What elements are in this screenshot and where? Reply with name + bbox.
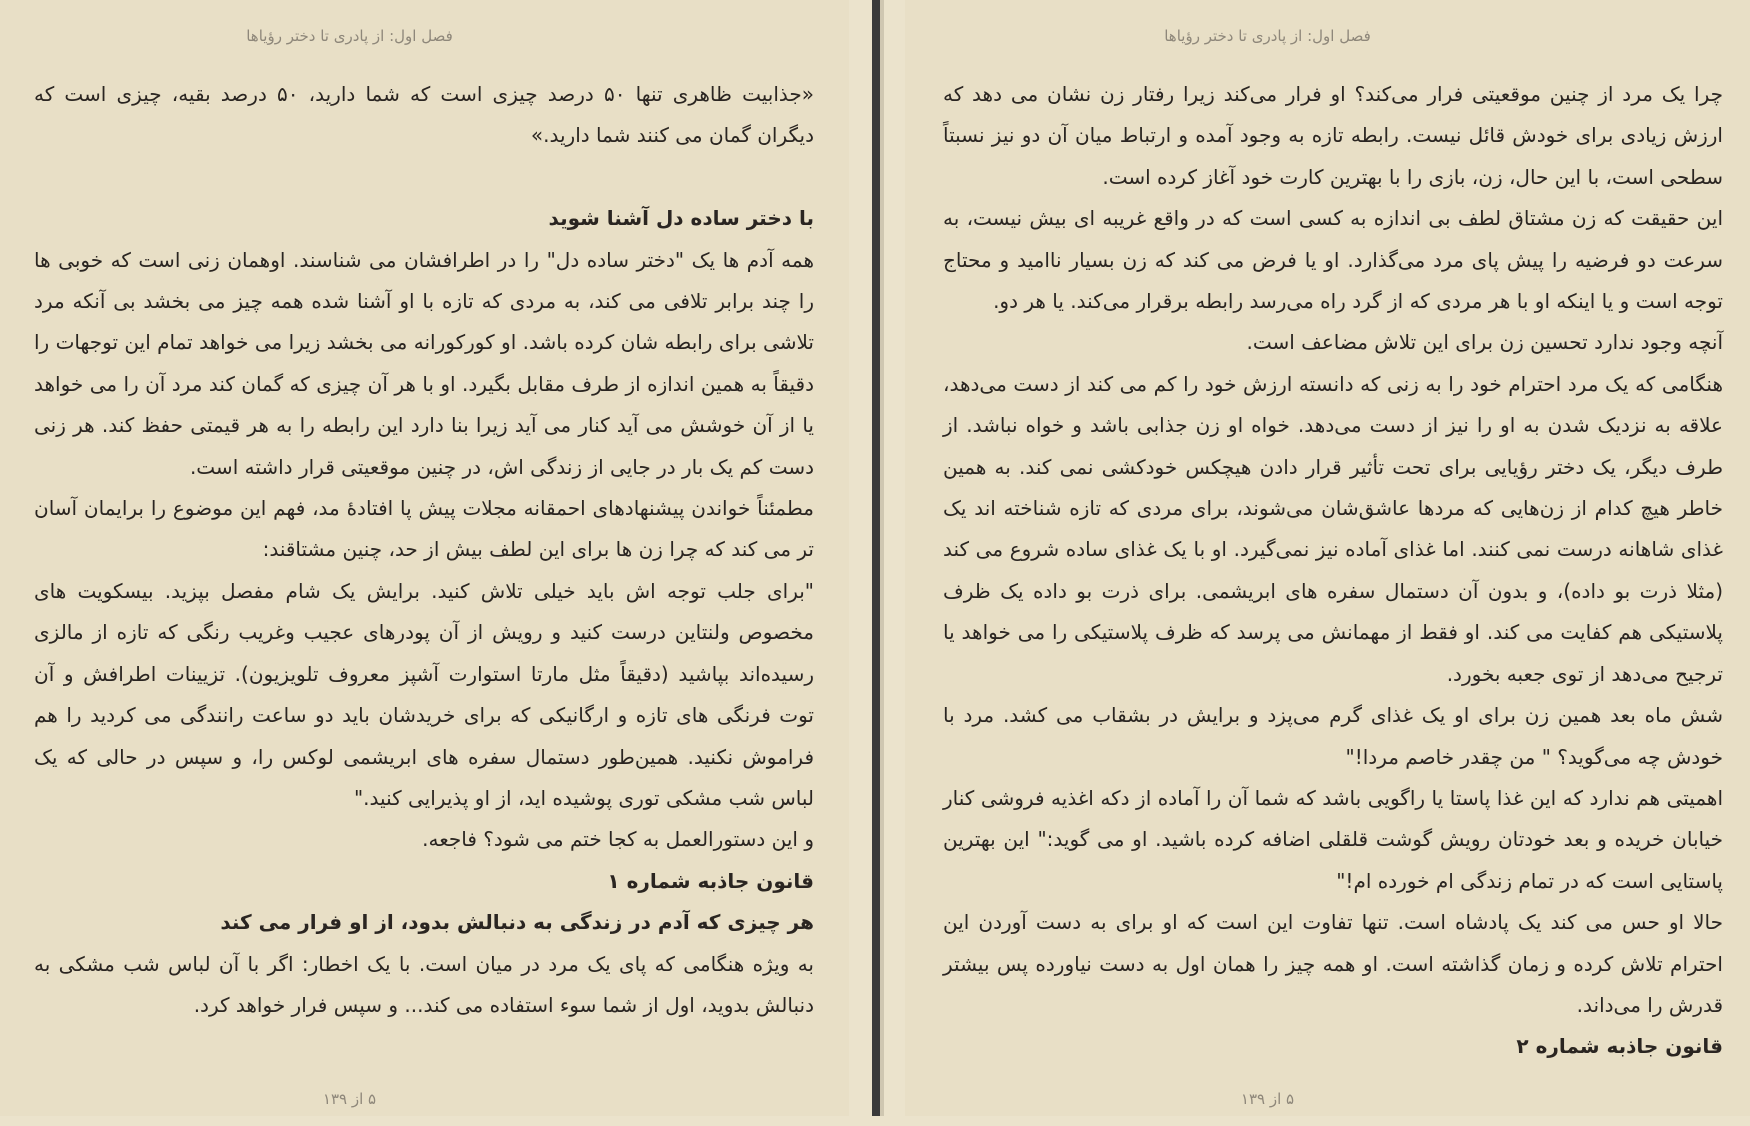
- body-paragraph: به ویژه هنگامی که پای یک مرد در میان است. با یک اخطار: اگر با آن لباس شب مشکی به دنبالش بدوید، اول از شما سوء استفاده می کند... و سپس فرار خواهد کرد.: [34, 951, 814, 1017]
- right-page-text: [943, 74, 1723, 1068]
- epigraph-author: [34, 157, 849, 198]
- body-paragraph: حالا او حس می کند یک پادشاه است. تنها تفاوت این است که او برای به دست آوردن این احترام تلاش کرده و زمان گذاشته است. او همه چیز را همان اول به دست نیاورده پس بیشتر قدرش را می‌داند.: [943, 910, 1723, 1017]
- right-page: [905, 0, 1750, 1126]
- law-statement: هر چیزی که آدم در زندگی به دنبالش بدود، از او فرار می کند: [220, 910, 814, 935]
- spine-shadow: [880, 0, 884, 1126]
- body-paragraph: اهمیتی هم ندارد که این غذا پاستا یا راگویی باشد که شما آن را آماده از دکه اغذیه فروشی کنار خیابان خریده و بعد خودتان رویش گوشت قلقلی اضافه کرده باشید. او می گوید:" این بهترین پاستایی است که در تمام زندگی ام خورده ام!": [943, 785, 1723, 893]
- body-paragraph: "برای جلب توجه اش باید خیلی تلاش کنید. برایش یک شام مفصل بپزید. بیسکویت های مخصوص ولنتاین درست کنید و رویش از آن پودرهای عجیب وغریب رنگی که تازه از مالزی رسیده‌اند بپاشید (دقیقاً مثل مارتا استوارت آشپز معروف تلویزیون). تزیینات اطرافش و آن توت فرنگی های تازه و ارگانیکی که برای خریدشان باید دو ساعت رانندگی می کردید را هم فراموش نکنید. همین‌طور دستمال سفره های ابریشمی لوکس را، و سپس در حالی که یک لباس شب مشکی توری پوشیده اید، از او پذیرایی کنید.": [34, 578, 814, 810]
- left-page-text: [34, 74, 814, 1026]
- bottom-band: [0, 1116, 1750, 1126]
- epigraph-quote: «جذابیت ظاهری تنها ۵۰ درصد چیزی است که شما دارید، ۵۰ درصد بقیه، چیزی است که دیگران گمان می کنند شما دارید.»: [34, 82, 814, 148]
- running-head-left: فصل اول: از پادری تا دختر رؤیاها: [246, 27, 453, 45]
- body-paragraph: چرا یک مرد از چنین موقعیتی فرار می‌کند؟ او فرار می‌کند زیرا رفتار زن نشان می دهد که ارزش زیادی برای خودش قائل نیست. رابطه تازه به وجود آمده و ارتباط میان آن دو نیز نسبتاً سطحی است، با این حال، زن، بازی را با بهترین کارت خود آغاز کرده است.: [943, 82, 1723, 189]
- body-paragraph: مطمئناً خواندن پیشنهادهای احمقانه مجلات پیش پا افتادهٔ مد، فهم این موضوع را برایمان آسان تر می کند که چرا زن ها برای این لطف بیش از حد، چنین مشتاقند:: [34, 496, 814, 562]
- body-paragraph: این حقیقت که زن مشتاق لطف بی اندازه به کسی است که در واقع غریبه ای بیش نیست، به سرعت دو فرضیه را پیش پای مرد می‌گذارد. او یا فرض می کند که زن بسیار ناامید و محتاج توجه است و یا اینکه او با هر مردی که از گرد راه می‌رسد رابطه برقرار می‌کند. یا هر دو.: [943, 206, 1723, 314]
- left-page: [0, 0, 849, 1126]
- page-number-left: ۵ از ۱۳۹: [322, 1090, 377, 1108]
- page-number-right: ۵ از ۱۳۹: [1240, 1090, 1295, 1108]
- body-paragraph: آنچه وجود ندارد تحسین زن برای این تلاش مضاعف است.: [1246, 330, 1723, 355]
- body-paragraph: هنگامی که یک مرد احترام خود را به زنی که دانسته ارزش خود را کم می کند از دست می‌دهد، علاقه به نزدیک شدن به او را نیز از دست می‌دهد. خواه او زن جذابی باشد و خواه نباشد. از طرف دیگر، یک دختر رؤیایی برای تحت تأثیر قرار دادن هیچکس خودکشی نمی کند. به همین خاطر هیچ کدام از زن‌هایی که مردها عاشق‌شان می‌شوند، برای مردی که تازه شناخته اند یک غذای شاهانه درست نمی کنند. اما غذای آماده نیز نمی‌گیرد. او با یک غذای ساده شروع می کند (مثلا ذرت بو داده)، و بدون آن دستمال سفره های ابریشمی. برای ذرت بو داده یک ظرف پلاستیکی هم کفایت می کند. او فقط از مهمانش می پرسد که ظرف پلاستیکی را می خواهد یا ترجیح می‌دهد از توی جعبه بخورد.: [943, 371, 1723, 686]
- law-heading: قانون جاذبه شماره ۲: [1516, 1034, 1723, 1059]
- body-paragraph: شش ماه بعد همین زن برای او یک غذای گرم می‌پزد و برایش در بشقاب می کشد. مرد با خودش چه می‌گوید؟ " من چقدر خاصم مردا!": [943, 703, 1723, 769]
- book-spine: [849, 0, 905, 1126]
- spine-line: [872, 0, 880, 1126]
- body-paragraph: و این دستورالعمل به کجا ختم می شود؟ فاجعه.: [422, 827, 814, 852]
- section-heading: با دختر ساده دل آشنا شوید: [548, 206, 814, 231]
- running-head-right: فصل اول: از پادری تا دختر رؤیاها: [1164, 27, 1371, 45]
- law-heading: قانون جاذبه شماره ۱: [607, 868, 814, 893]
- body-paragraph: همه آدم ها یک "دختر ساده دل" را در اطرافشان می شناسند. اوهمان زنی است که خوبی ها را چند برابر تلافی می کند، به مردی که تازه با او آشنا شده همه چیز می بخشد بی آنکه مرد تلاشی برای رابطه شان کرده باشد. او کورکورانه می بخشد زیرا می خواهد تمام این توجهات را دقیقاً به همین اندازه از طرف مقابل بگیرد. او با هر آن چیزی که گمان کند مرد آن را می خواهد یا از آن خوشش می آید کنار می آید زیرا بنا دارد این رابطه را به هر قیمتی حفظ کند. هر زنی دست کم یک بار در جایی از زندگی اش، در چنین موقعیتی قرار داشته است.: [34, 247, 814, 479]
